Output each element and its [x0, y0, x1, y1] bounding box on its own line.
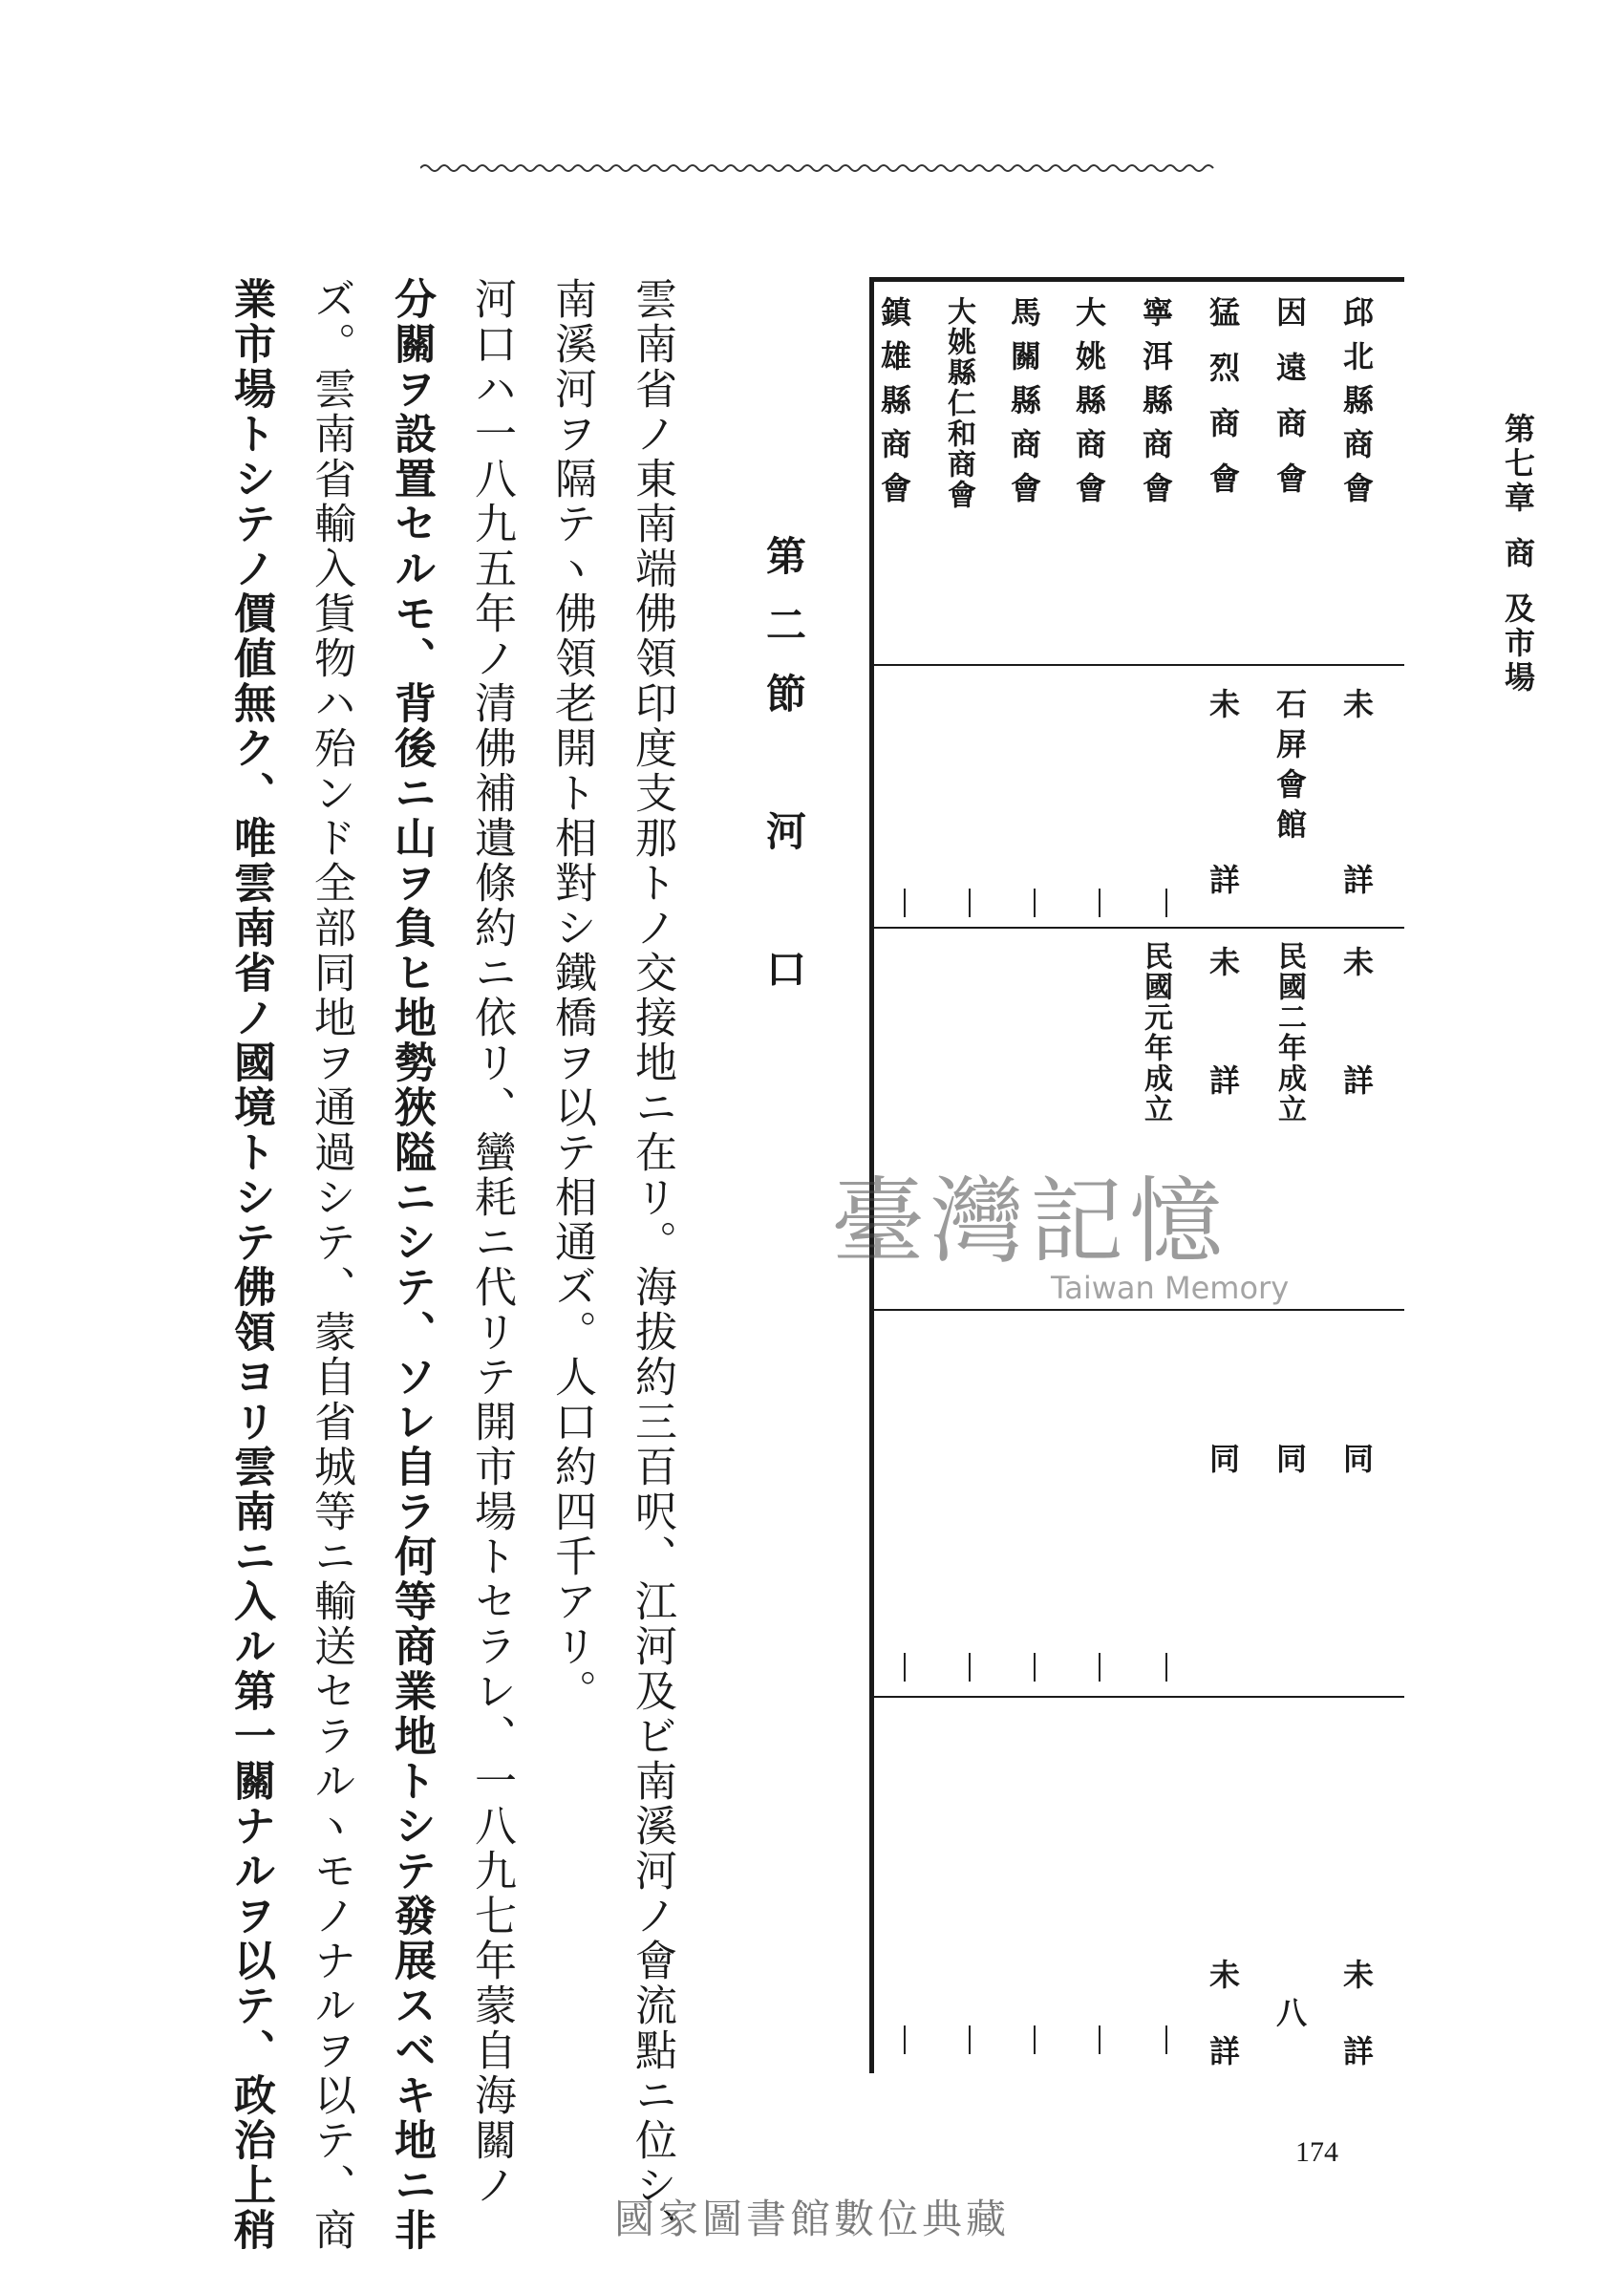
- table-cell-name: 寧洱縣商會: [1138, 296, 1174, 516]
- chapter-title-part2: 及市場: [1500, 592, 1536, 696]
- body-line-3: 河口ハ一八九五年ノ清佛補遺條約ニ依リ、蠻耗ニ代リテ開市場トセラレ、一八九七年蒙自海關ノ: [467, 277, 516, 2208]
- table-dash: [1165, 2025, 1167, 2054]
- table-cell-name: 大姚縣仁和商會: [942, 296, 975, 510]
- table-cell-c4: 同: [1338, 1443, 1375, 1487]
- table-cell-c5: 未 詳: [1205, 1959, 1241, 2073]
- table-cell-name: 猛烈商會: [1205, 296, 1241, 518]
- table-dash: [1165, 889, 1167, 917]
- page-number: 174: [1295, 2136, 1338, 2168]
- watermark-title: 臺灣記憶: [831, 1168, 1229, 1276]
- table-cell-c4: 同: [1271, 1443, 1308, 1487]
- table-dash: [969, 1653, 971, 1682]
- table-dash: [904, 1653, 906, 1682]
- table-cell-name: 大姚縣商會: [1071, 296, 1107, 516]
- table-dash: [969, 889, 971, 917]
- table-row-divider: [869, 664, 1404, 666]
- table-cell-c3: 民國二年成立: [1272, 941, 1306, 1125]
- table-cell-c3: 民國元年成立: [1139, 941, 1172, 1125]
- table-cell-c3: 未 詳: [1338, 946, 1375, 1124]
- table-cell-c5: 未 詳: [1338, 1959, 1375, 2073]
- section-title: 第二節 河 口: [760, 535, 807, 1017]
- table-cell-name: 邱北縣商會: [1338, 296, 1375, 516]
- body-line-2: 南溪河ヲ隔テヽ佛領老開ト相對シ鐵橋ヲ以テ相通ズ。人口約四千アリ。: [547, 277, 596, 1714]
- chapter-header: [1496, 413, 1540, 696]
- table-cell-c3: 未 詳: [1205, 946, 1241, 1124]
- table-cell-c2: 未 詳: [1205, 688, 1241, 952]
- table-cell-c4: 同: [1205, 1443, 1241, 1487]
- table-cell-name: 因遠商會: [1271, 296, 1308, 518]
- table-dash: [1034, 889, 1036, 917]
- body-line-4: 分關ヲ設置セルモ、背後ニ山ヲ負ヒ地勢狹隘ニシテ、ソレ自ラ何等商業地トシテ發展スベキ地ニ非: [387, 277, 436, 2253]
- table-dash: [1034, 2025, 1036, 2054]
- table-cell-c5: 八: [1271, 1997, 1308, 2041]
- table-cell-c2: 未 詳: [1338, 688, 1375, 952]
- table-dash: [904, 2025, 906, 2054]
- table-cell-c2: 石屏會館: [1271, 688, 1308, 848]
- table-dash: [904, 889, 906, 917]
- table-row-divider: [869, 927, 1404, 929]
- table-dash: [1165, 1653, 1167, 1682]
- table-cell-name: 馬關縣商會: [1006, 296, 1042, 516]
- watermark-subtitle: Taiwan Memory: [1051, 1270, 1290, 1306]
- table-row-divider: [869, 1309, 1404, 1311]
- body-line-5: ズ。雲南省輸入貨物ハ殆ンド全部同地ヲ通過シテ、蒙自省城等ニ輸送セラルヽモノナルヲ以テ、商: [307, 277, 355, 2253]
- table-dash: [1099, 1653, 1100, 1682]
- table-top-border: [869, 277, 1404, 282]
- chapter-number: 第七章: [1500, 413, 1536, 516]
- watermark: [831, 1146, 1289, 1306]
- footer-collection-label: 國家圖書館數位典藏: [613, 2196, 1010, 2242]
- table-dash: [1099, 2025, 1100, 2054]
- body-line-6: 業市場トシテノ價値無ク、唯雲南省ノ國境トシテ佛領ヨリ雲南ニ入ル第一關ナルヲ以テ、政治上稍: [226, 277, 275, 2253]
- chapter-title-part1: 商: [1500, 537, 1536, 571]
- body-line-1: 雲南省ノ東南端佛領印度支那トノ交接地ニ在リ。海拔約三百呎、江河及ビ南溪河ノ會流點ニ位シ、: [628, 277, 676, 2253]
- table-cell-name: 鎮雄縣商會: [876, 296, 912, 516]
- table-dash: [1099, 889, 1100, 917]
- table-row-divider: [869, 1696, 1404, 1698]
- top-wavy-rule: [420, 161, 1223, 176]
- table-dash: [1034, 1653, 1036, 1682]
- table-dash: [969, 2025, 971, 2054]
